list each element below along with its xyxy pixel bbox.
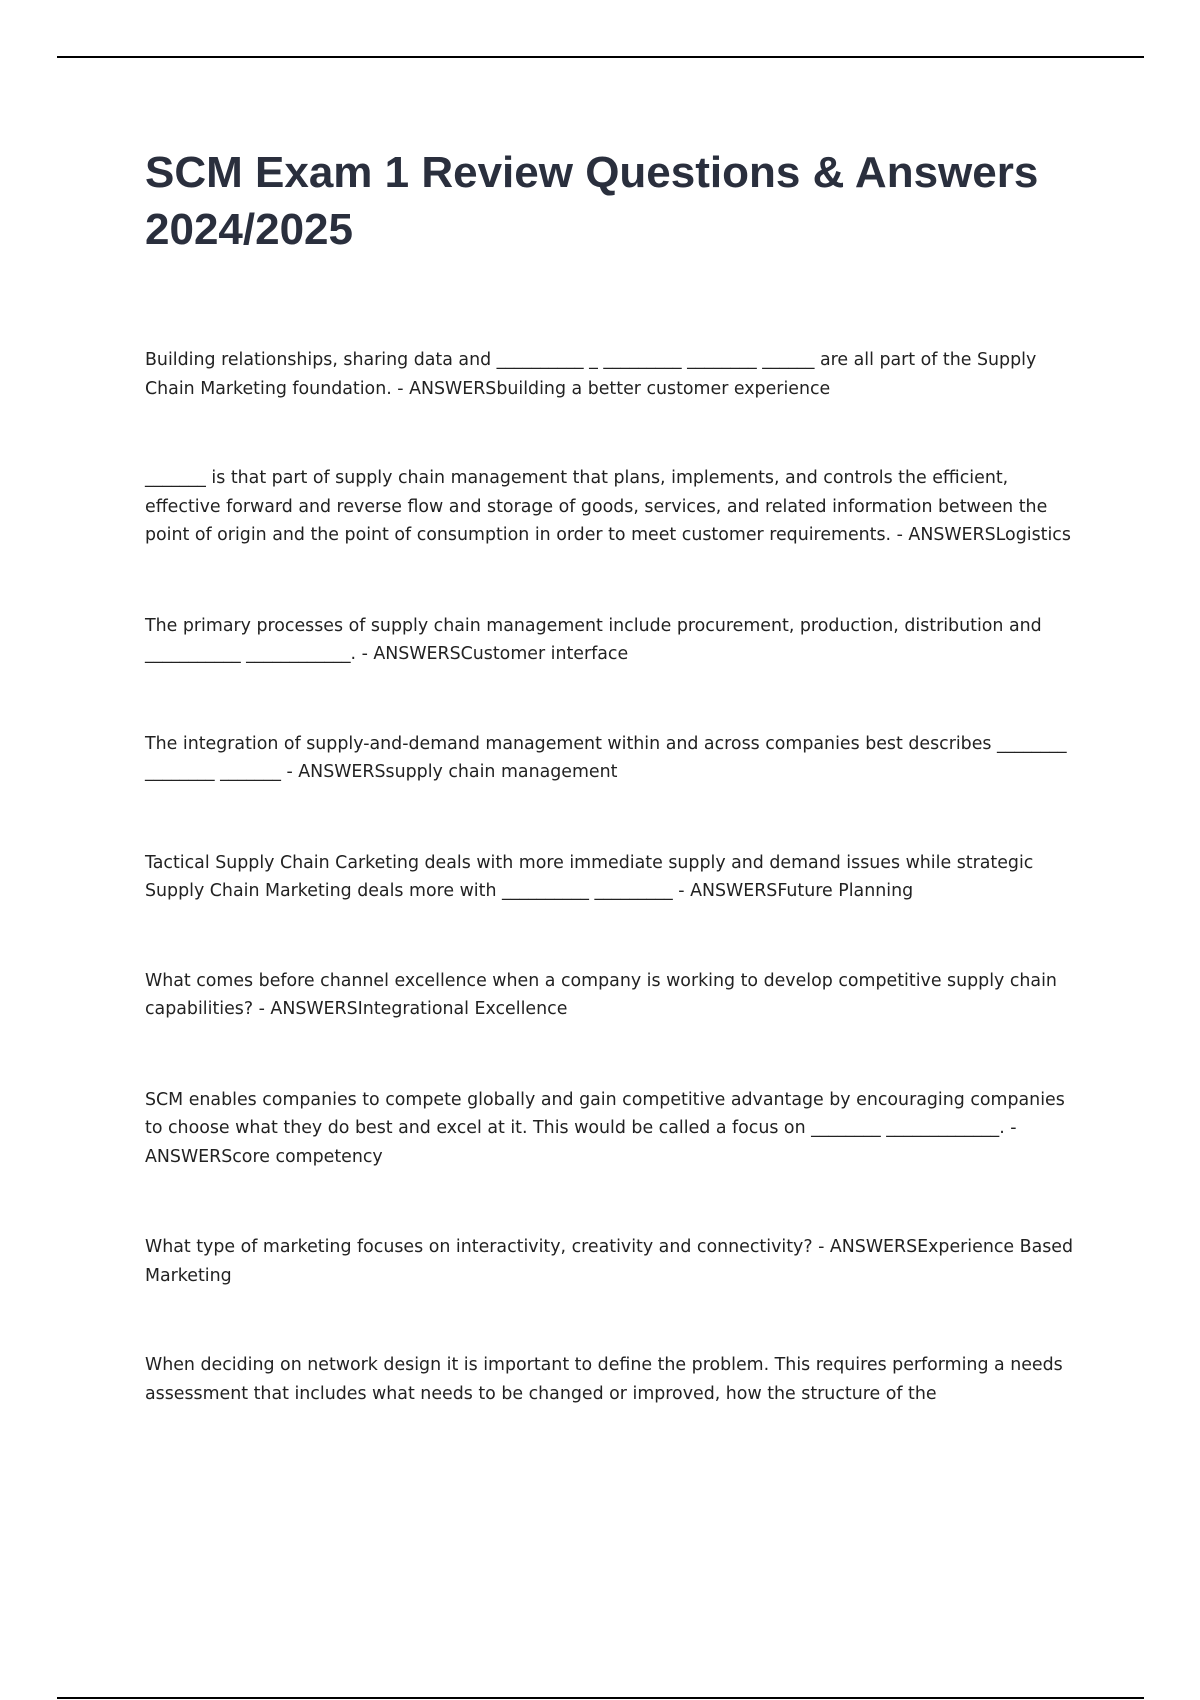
qa-item: Tactical Supply Chain Carketing deals with more immediate supply and demand issues while strategic Supply Chain Marketing deals more with __________ _________ - ANSWERSFuture Planning <box>145 852 1034 901</box>
qa-item: SCM enables companies to compete globally and gain competitive advantage by encouraging companies to choose what they do best and excel at it. This would be called a focus on ________ _____________. - ANSWERScore competency <box>145 1089 1065 1167</box>
bottom-divider <box>57 1697 1144 1699</box>
document-title: SCM Exam 1 Review Questions & Answers 2024/2025 <box>145 148 1039 254</box>
qa-item: The primary processes of supply chain management include procurement, production, distribution and ___________ ____________. - ANSWERSCustomer interface <box>145 615 1042 664</box>
qa-item: What comes before channel excellence when a company is working to develop competitive supply chain capabilities? - ANSWERSIntegrational Excellence <box>145 970 1057 1019</box>
qa-item: When deciding on network design it is important to define the problem. This requires performing a needs assessment that includes what needs to be changed or improved, how the structure of the <box>145 1355 1063 1404</box>
top-divider <box>57 56 1144 58</box>
qa-item: What type of marketing focuses on interactivity, creativity and connectivity? - ANSWERSExperience Based Marketing <box>145 1237 1074 1286</box>
qa-item: _______ is that part of supply chain management that plans, implements, and controls the efficient, effective forward and reverse flow and storage of goods, services, and related information between the point of origin and the point of consumption in order to meet customer requirements. - ANSWERSLogistics <box>145 468 1071 545</box>
qa-list <box>145 346 1085 1408</box>
qa-item: Building relationships, sharing data and __________ _ _________ ________ ______ are all part of the Supply Chain Marketing foundation. - ANSWERSbuilding a better customer experience <box>145 350 1037 399</box>
qa-item: The integration of supply-and-demand management within and across companies best describes ________ ________ _______ - ANSWERSsupply chain management <box>145 733 1067 782</box>
